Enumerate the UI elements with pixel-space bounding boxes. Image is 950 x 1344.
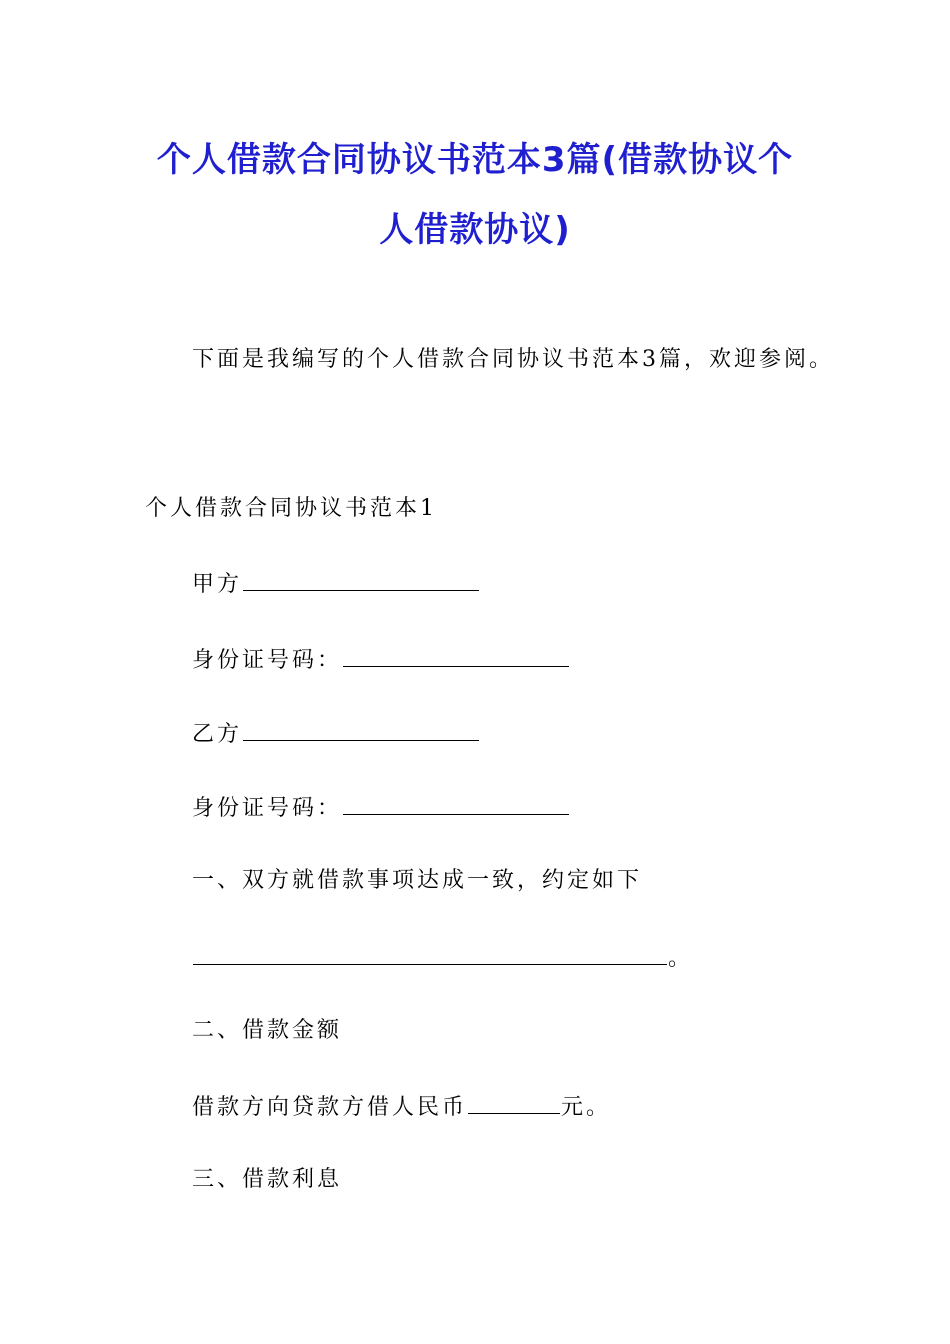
clause-1: 一、双方就借款事项达成一致，约定如下 xyxy=(192,868,643,893)
document-title-line-1: 个人借款合同协议书范本3篇(借款协议个 xyxy=(156,140,794,180)
loan-amount-suffix: 元。 xyxy=(561,1095,612,1120)
intro-paragraph: 下面是我编写的个人借款合同协议书范本3篇，欢迎参阅。 xyxy=(192,347,834,372)
party-b-row xyxy=(192,718,480,750)
loan-amount-row xyxy=(192,1091,611,1123)
party-a-label: 甲方 xyxy=(192,572,243,597)
loan-amount-blank xyxy=(468,1091,560,1114)
clause-1-blank-row xyxy=(192,942,693,974)
id-number-row-1 xyxy=(192,644,570,676)
document-title-line-2: 人借款协议) xyxy=(379,210,571,250)
id-number-blank-1 xyxy=(343,644,569,667)
party-b-label: 乙方 xyxy=(192,722,243,747)
clause-3: 三、借款利息 xyxy=(192,1167,343,1192)
id-number-row-2 xyxy=(192,792,570,824)
id-number-label-1: 身份证号码： xyxy=(192,648,343,673)
id-number-label-2: 身份证号码： xyxy=(192,796,343,821)
party-a-row xyxy=(192,568,480,600)
section-heading: 个人借款合同协议书范本1 xyxy=(145,496,437,521)
id-number-blank-2 xyxy=(343,792,569,815)
loan-amount-prefix: 借款方向贷款方借人民币 xyxy=(192,1095,468,1120)
party-a-blank xyxy=(243,568,479,591)
clause-2: 二、借款金额 xyxy=(192,1018,343,1043)
party-b-blank xyxy=(243,718,479,741)
clause-1-end: 。 xyxy=(668,946,694,971)
clause-1-blank xyxy=(193,942,667,965)
